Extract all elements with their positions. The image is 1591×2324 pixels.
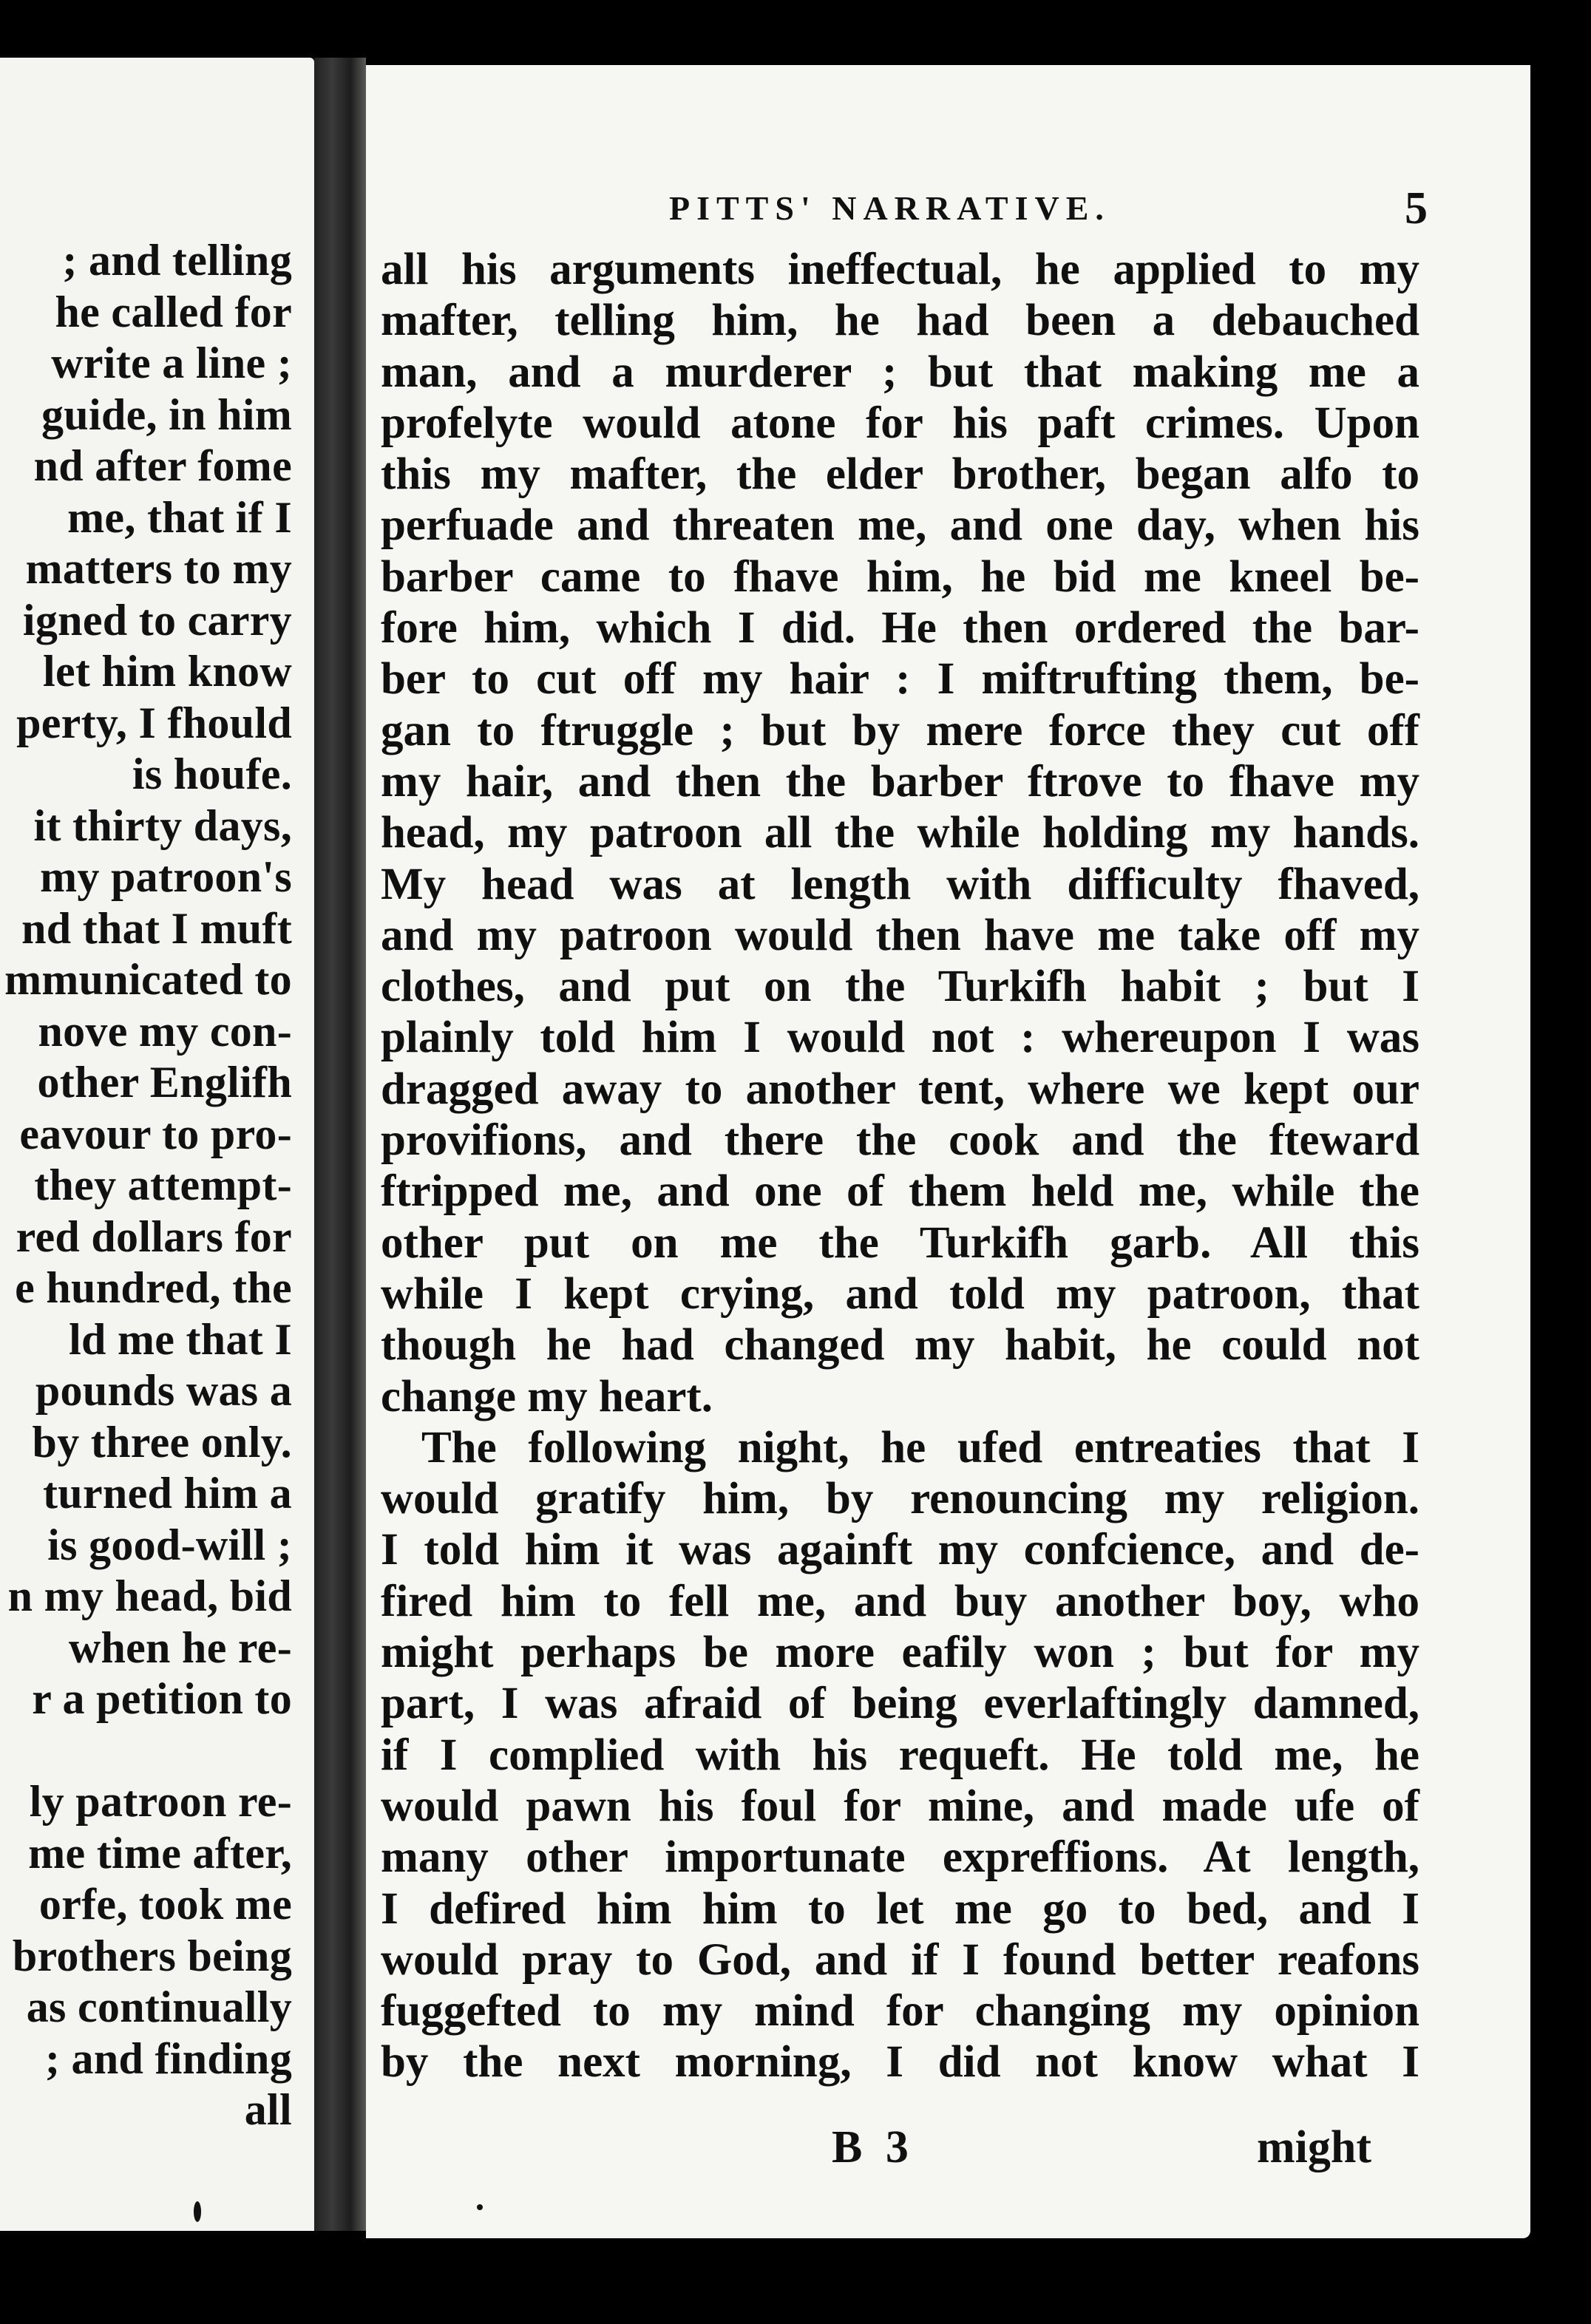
- body-text-line: would pawn his foul for mine, and made ufe of: [381, 1781, 1419, 1831]
- left-text-line: he called for: [55, 287, 292, 336]
- body-text-line: would pray to God, and if I found better reafons: [381, 1934, 1419, 1985]
- left-text-line: n my head, bid: [7, 1572, 292, 1620]
- left-text-line: is houfe.: [132, 750, 292, 798]
- body-text-line: this my mafter, the elder brother, began alfo to: [381, 449, 1419, 500]
- left-text-line: e hundred, the: [15, 1263, 292, 1312]
- left-text-line: orfe, took me: [38, 1880, 292, 1929]
- body-text-line: profelyte would atone for his paft crimes. Upon: [381, 398, 1419, 448]
- left-text-line: write a line ;: [51, 339, 292, 387]
- left-text-line: ly patroon re-: [29, 1777, 292, 1826]
- body-text-line: change my heart.: [381, 1371, 713, 1421]
- body-text-line: and my patroon would then have me take off my: [381, 910, 1419, 960]
- left-text-line: let him know: [43, 647, 292, 696]
- left-text-line: me, that if I: [67, 492, 292, 542]
- left-text-line: nove my con-: [38, 1006, 292, 1056]
- body-text-line: plainly told him I would not : whereupon I was: [381, 1013, 1419, 1063]
- left-text-line: brothers being: [12, 1931, 292, 1980]
- body-text-line: perfuade and threaten me, and one day, when his: [381, 500, 1419, 551]
- running-title: PITTS' NARRATIVE.: [669, 189, 1110, 227]
- body-text-line: all his arguments ineffectual, he applied to my: [381, 245, 1419, 294]
- body-text-line: ber to cut off my hair : I miftrufting them, be-: [381, 654, 1419, 704]
- left-text-line: red dollars for: [16, 1212, 292, 1261]
- left-text-line: matters to my: [25, 544, 292, 593]
- book-gutter: [314, 58, 366, 2231]
- body-text-line: The following night, he ufed entreaties that I: [421, 1422, 1419, 1472]
- body-text-line: provifions, and there the cook and the fteward: [381, 1115, 1419, 1166]
- left-text-line: guide, in him: [41, 390, 292, 439]
- left-text-line: ; and finding: [44, 2034, 292, 2083]
- left-text-line: ; and telling: [62, 236, 292, 285]
- body-text-line: gan to ftruggle ; but by mere force they cut off: [381, 705, 1419, 755]
- body-text-line: while I kept crying, and told my patroon, that: [381, 1268, 1419, 1319]
- left-text-line: ld me that I: [69, 1314, 292, 1364]
- left-text-line: eavour to pro-: [19, 1109, 292, 1158]
- body-text-line: might perhaps be more eafily won ; but for my: [381, 1628, 1419, 1678]
- left-text-line: all: [244, 2085, 292, 2134]
- body-text-line: fired him to fell me, and buy another boy, who: [381, 1576, 1419, 1626]
- body-text-line: clothes, and put on the Turkifh habit ; but I: [381, 962, 1419, 1012]
- body-text-line: I defired him him to let me go to bed, and I: [381, 1883, 1419, 1934]
- body-text-line: I told him it was againft my confcience, and de-: [381, 1525, 1419, 1575]
- body-text-line: though he had changed my habit, he could not: [381, 1320, 1419, 1370]
- left-text-line: perty, I fhould: [16, 698, 292, 747]
- left-text-line: is good-will ;: [47, 1520, 292, 1569]
- left-text-line: pounds was a: [35, 1366, 292, 1415]
- left-text-line: it thirty days,: [33, 801, 292, 850]
- signature-mark: B 3: [832, 2122, 915, 2172]
- body-text-line: part, I was afraid of being everlaftingly damned,: [381, 1679, 1419, 1729]
- body-text-line: if I complied with his requeft. He told me, he: [381, 1730, 1419, 1780]
- body-text-line: ftripped me, and one of them held me, while the: [381, 1166, 1419, 1217]
- left-text-line: [0, 1725, 292, 1777]
- page-number: 5: [1405, 183, 1428, 234]
- body-text-line: my hair, and then the barber ftrove to fhave my: [381, 756, 1419, 806]
- left-page-text: [0, 235, 292, 2136]
- ink-speck: [194, 2201, 201, 2222]
- left-text-line: my patroon's: [40, 852, 292, 901]
- body-text-line: My head was at length with difficulty fhaved,: [381, 859, 1419, 909]
- body-text-line: dragged away to another tent, where we kept our: [381, 1064, 1419, 1114]
- body-text-line: barber came to fhave him, he bid me kneel be-: [381, 551, 1419, 602]
- body-text: [381, 244, 1419, 2088]
- left-text-line: when he re-: [68, 1623, 292, 1672]
- body-text-line: many other importunate expreffions. At length,: [381, 1832, 1419, 1883]
- body-text-line: man, and a murderer ; but that making me a: [381, 347, 1419, 397]
- body-text-line: other put on me the Turkifh garb. All this: [381, 1217, 1419, 1268]
- body-text-line: fuggefted to my mind for changing my opinion: [381, 1986, 1419, 2036]
- left-text-line: they attempt-: [34, 1161, 292, 1209]
- left-text-line: me time after,: [28, 1828, 292, 1878]
- body-text-line: mafter, telling him, he had been a debauched: [381, 296, 1419, 346]
- left-text-line: mmunicated to: [4, 955, 292, 1004]
- body-text-line: fore him, which I did. He then ordered the bar-: [381, 603, 1419, 653]
- left-text-line: other Englifh: [37, 1058, 292, 1107]
- left-text-line: nd that I muft: [21, 903, 292, 953]
- catchword: might: [1257, 2122, 1371, 2172]
- ink-speck: [477, 2204, 483, 2210]
- left-text-line: turned him a: [43, 1469, 292, 1518]
- left-page-fragment: [0, 58, 314, 2231]
- body-text-line: by the next morning, I did not know what I: [381, 2037, 1419, 2087]
- body-text-line: head, my patroon all the while holding my hands.: [381, 808, 1419, 858]
- left-text-line: r a petition to: [32, 1674, 292, 1723]
- left-text-line: by three only.: [32, 1417, 292, 1467]
- left-text-line: nd after fome: [33, 441, 292, 490]
- body-text-line: would gratify him, by renouncing my religion.: [381, 1474, 1419, 1524]
- left-text-line: igned to carry: [22, 595, 292, 645]
- left-text-line: as continually: [26, 1982, 292, 2031]
